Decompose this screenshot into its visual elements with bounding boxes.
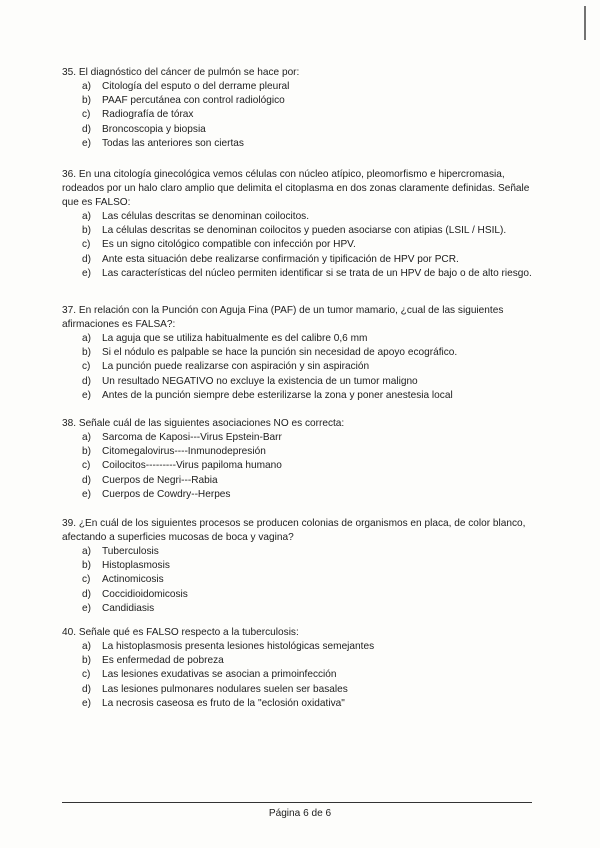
option-list	[62, 332, 542, 403]
option-letter: b)	[82, 347, 91, 359]
option-letter: e)	[82, 267, 91, 279]
option-list	[62, 80, 542, 151]
answer-option	[62, 588, 542, 602]
answer-option	[62, 668, 542, 682]
option-letter: c)	[82, 669, 91, 681]
option-letter: b)	[82, 225, 91, 237]
answer-option	[62, 224, 542, 238]
option-letter: a)	[82, 546, 91, 557]
answer-option	[62, 573, 542, 587]
option-letter: d)	[82, 588, 91, 600]
answer-option	[62, 431, 542, 445]
page-number: Página 6 de 6	[268, 808, 332, 819]
answer-option	[62, 267, 542, 281]
option-letter: c)	[82, 460, 91, 472]
option-text: Un resultado NEGATIVO no excluye la existencia de un tumor maligno	[102, 375, 418, 387]
option-letter: b)	[82, 655, 91, 667]
answer-option	[62, 459, 542, 473]
option-text: Radiografía de tórax	[102, 109, 194, 121]
answer-option	[62, 80, 542, 94]
option-letter: a)	[82, 211, 91, 222]
option-text: Broncoscopia y biopsia	[102, 123, 206, 135]
answer-option	[62, 654, 542, 668]
answer-option	[62, 488, 542, 502]
answer-option	[62, 640, 542, 654]
option-text: Actinomicosis	[102, 574, 164, 586]
option-text: La células descritas se denominan coilocitos y pueden asociarse con atipias (LSIL / HSIL).	[102, 225, 507, 237]
option-text: Cuerpos de Cowdry--Herpes	[102, 488, 231, 500]
question-39	[62, 517, 542, 616]
question-text: 36. En una citología ginecológica vemos células con núcleo atípico, pleomorfismo e hipercromasia, rodeados por un halo claro amplio que delimita el citoplasma en dos zonas claramente definidas. Señale que es FALSO:	[62, 169, 530, 208]
option-letter: a)	[82, 432, 91, 443]
option-letter: e)	[82, 697, 91, 709]
option-text: Sarcoma de Kaposi---Virus Epstein-Barr	[102, 432, 282, 443]
option-text: Es un signo citológico compatible con infección por HPV.	[102, 239, 356, 251]
option-letter: b)	[82, 95, 91, 107]
option-text: La punción puede realizarse con aspiración y sin aspiración	[102, 361, 370, 373]
answer-option	[62, 559, 542, 573]
answer-option	[62, 94, 542, 108]
option-text: Es enfermedad de pobreza	[102, 655, 224, 667]
option-text: Antes de la punción siempre debe esterilizarse la zona y poner anestesia local	[102, 389, 453, 401]
question-36	[62, 168, 542, 281]
option-text: Si el nódulo es palpable se hace la punción sin necesidad de apoyo ecográfico.	[102, 347, 458, 359]
answer-option	[62, 253, 542, 267]
option-letter: e)	[82, 602, 91, 614]
option-text: Las características del núcleo permiten identificar si se trata de un HPV de bajo o de alto riesgo.	[102, 267, 532, 279]
option-letter: d)	[82, 123, 91, 135]
option-list	[62, 210, 542, 281]
question-text: 40. Señale qué es FALSO respecto a la tuberculosis:	[62, 627, 299, 638]
option-letter: a)	[82, 333, 91, 344]
option-text: Las células descritas se denominan coilocitos.	[102, 211, 310, 222]
option-text: Las lesiones exudativas se asocian a primoinfección	[102, 669, 337, 681]
option-text: La histoplasmosis presenta lesiones histológicas semejantes	[102, 641, 375, 652]
option-list	[62, 545, 542, 616]
scan-edge-mark	[584, 6, 586, 40]
option-letter: a)	[82, 81, 91, 92]
option-list	[62, 431, 542, 502]
option-text: PAAF percutánea con control radiológico	[102, 95, 285, 107]
option-letter: b)	[82, 560, 91, 572]
option-letter: d)	[82, 375, 91, 387]
option-text: Coilocitos---------Virus papiloma humano	[102, 460, 282, 472]
footer-divider	[62, 802, 532, 803]
question-text: 38. Señale cuál de las siguientes asociaciones NO es correcta:	[62, 418, 345, 429]
option-letter: d)	[82, 474, 91, 486]
option-text: Citomegalovirus----Inmunodepresión	[102, 446, 266, 458]
answer-option	[62, 389, 542, 403]
option-letter: e)	[82, 137, 91, 149]
option-text: Todas las anteriores son ciertas	[102, 137, 244, 149]
answer-option	[62, 602, 542, 616]
option-text: Tuberculosis	[102, 546, 159, 557]
option-list	[62, 640, 542, 711]
option-text: Citología del esputo o del derrame pleural	[102, 81, 290, 92]
answer-option	[62, 697, 542, 711]
option-text: La necrosis caseosa es fruto de la "eclosión oxidativa"	[102, 697, 345, 709]
question-40	[62, 626, 542, 711]
option-letter: c)	[82, 109, 91, 121]
answer-option	[62, 108, 542, 122]
option-text: La aguja que se utiliza habitualmente es del calibre 0,6 mm	[102, 333, 368, 344]
answer-option	[62, 332, 542, 346]
option-text: Coccidioidomicosis	[102, 588, 188, 600]
option-letter: c)	[82, 239, 91, 251]
answer-option	[62, 375, 542, 389]
answer-option	[62, 238, 542, 252]
question-35	[62, 66, 542, 151]
option-letter: c)	[82, 574, 91, 586]
question-text: 39. ¿En cuál de los siguientes procesos se producen colonias de organismos en placa, de color blanco, afectando a superficies mucosas de boca y vagina?	[62, 518, 526, 543]
option-letter: a)	[82, 641, 91, 652]
answer-option	[62, 123, 542, 137]
question-38	[62, 417, 542, 502]
option-text: Histoplasmosis	[102, 560, 170, 572]
option-letter: d)	[82, 253, 91, 265]
answer-option	[62, 360, 542, 374]
answer-option	[62, 210, 542, 224]
question-text: 37. En relación con la Punción con Aguja Fina (PAF) de un tumor mamario, ¿cual de las siguientes afirmaciones es FALSA?:	[62, 305, 504, 330]
option-letter: c)	[82, 361, 91, 373]
option-text: Las lesiones pulmonares nodulares suelen ser basales	[102, 683, 348, 695]
option-text: Candidiasis	[102, 602, 155, 614]
question-37	[62, 304, 542, 403]
answer-option	[62, 545, 542, 559]
option-letter: b)	[82, 446, 91, 458]
question-text: 35. El diagnóstico del cáncer de pulmón se hace por:	[62, 67, 300, 78]
option-letter: e)	[82, 488, 91, 500]
option-letter: d)	[82, 683, 91, 695]
answer-option	[62, 683, 542, 697]
option-text: Ante esta situación debe realizarse confirmación y tipificación de HPV por PCR.	[102, 253, 459, 265]
answer-option	[62, 474, 542, 488]
option-letter: e)	[82, 389, 91, 401]
answer-option	[62, 445, 542, 459]
option-text: Cuerpos de Negri---Rabia	[102, 474, 218, 486]
answer-option	[62, 137, 542, 151]
answer-option	[62, 346, 542, 360]
